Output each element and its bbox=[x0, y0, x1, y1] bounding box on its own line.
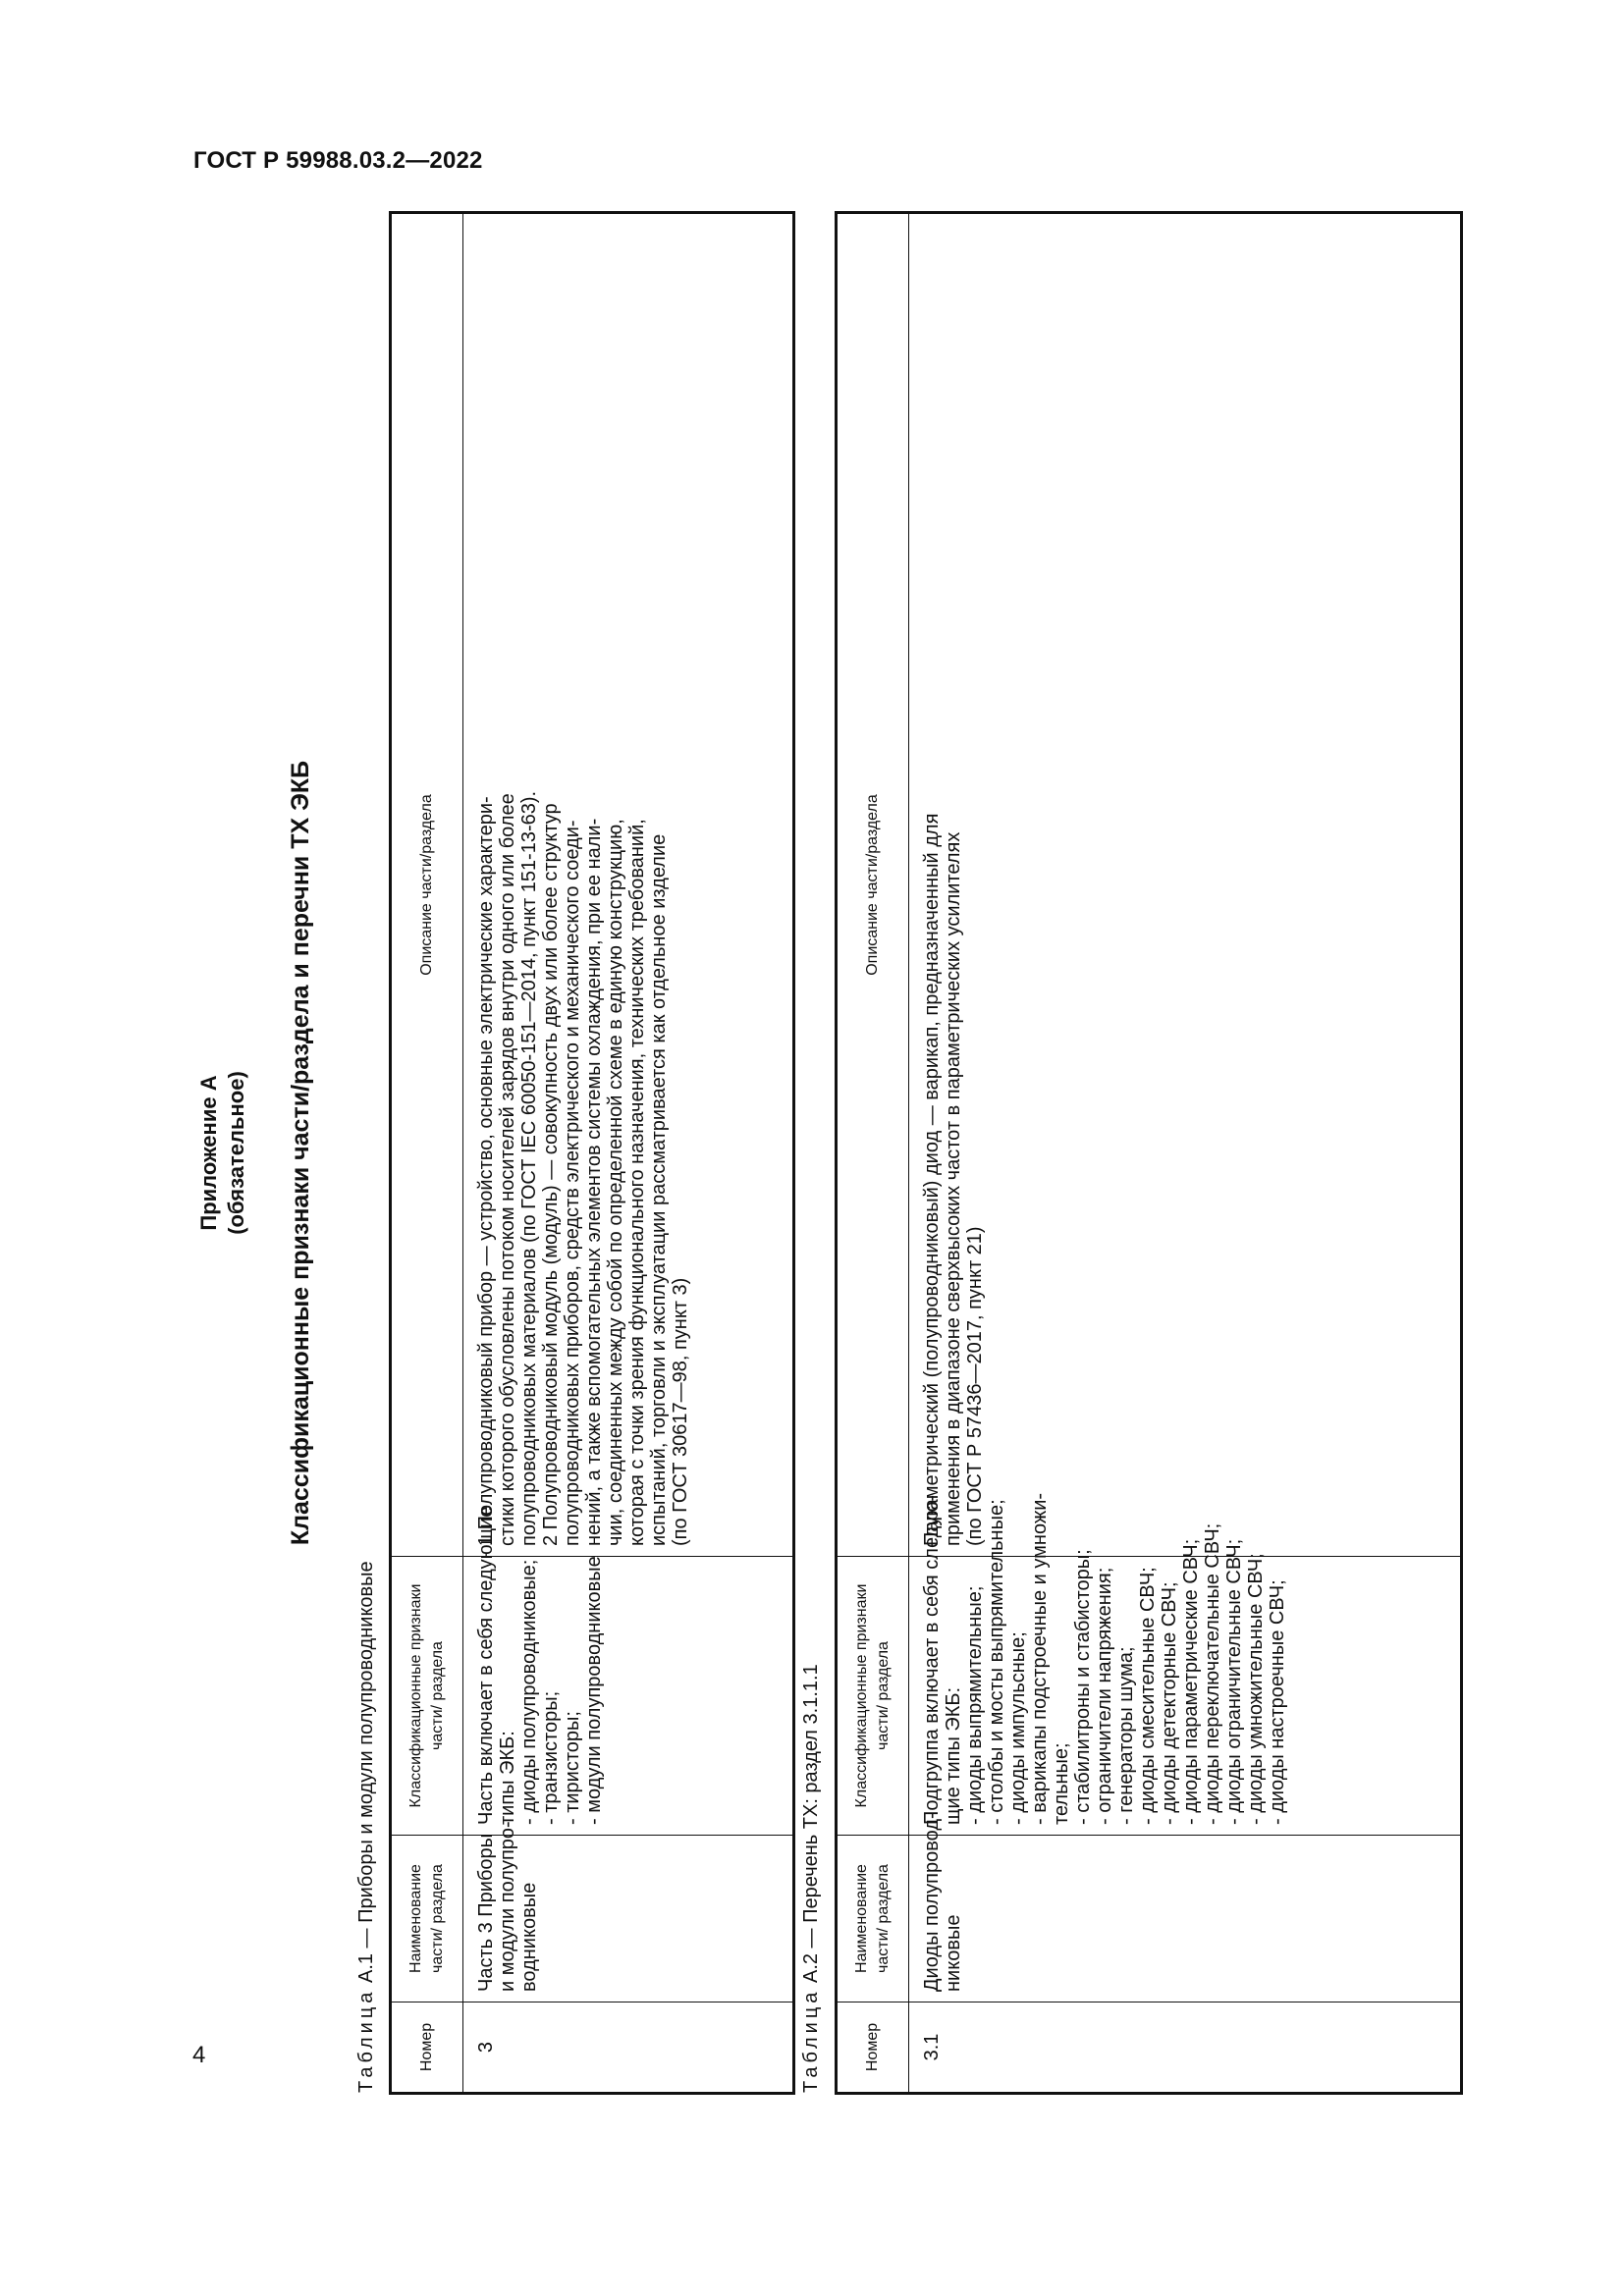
table1-header-name: Наименование части/ раздела bbox=[391, 1836, 463, 2002]
text-line: применения в диапазоне сверхвысоких частот в параметрических усилителях bbox=[943, 831, 964, 1546]
table1-caption bbox=[355, 1561, 378, 2093]
text-line: Параметрический (полупроводниковый) диод — варикап, предназначенный для bbox=[921, 813, 943, 1546]
document-id: ГОСТ Р 59988.03.2—2022 bbox=[193, 147, 483, 174]
text-line: - столбы и мосты выпрямительные; bbox=[986, 1499, 1007, 1825]
text-line: полупроводниковых материалов (по ГОСТ IEC 60050-151—2014, пункт 151-13-63). bbox=[518, 790, 540, 1546]
table2-header-number: Номер bbox=[837, 2002, 909, 2094]
text-line: - ограничители напряжения; bbox=[1094, 1567, 1115, 1825]
text-line: - генераторы шума; bbox=[1115, 1646, 1137, 1825]
text-line: - варикапы подстроечные и умножи- bbox=[1029, 1492, 1051, 1825]
table1-header-number: Номер bbox=[391, 2002, 463, 2094]
text-line: тельные; bbox=[1051, 1742, 1072, 1825]
page-number: 4 bbox=[192, 2042, 206, 2068]
text-line: щие типы ЭКБ: bbox=[943, 1686, 964, 1825]
table2-cell-description bbox=[909, 213, 1462, 1557]
text-line: водниковые bbox=[518, 1882, 540, 1992]
text-line: - диоды настроечные СВЧ; bbox=[1267, 1579, 1288, 1825]
text-line: никовые bbox=[943, 1914, 964, 1992]
text-line: Часть включает в себя следующие bbox=[475, 1506, 497, 1825]
text-line: Подгруппа включает в себя следую- bbox=[921, 1495, 943, 1825]
text-line: (по ГОСТ Р 57436—2017, пункт 21) bbox=[964, 1226, 986, 1546]
table1-header-description: Описание части/раздела bbox=[391, 213, 463, 1557]
table2-header-features: Классификационные признаки части/ раздела bbox=[837, 1557, 909, 1836]
table1-cell-name bbox=[463, 1821, 794, 2002]
landscape-content bbox=[187, 211, 1463, 2095]
table2-caption-word: Таблица bbox=[800, 1988, 822, 2093]
text-line: - диоды параметрические СВЧ; bbox=[1180, 1538, 1202, 1825]
table1-caption-text: А.1 — Приборы и модули полупроводниковые bbox=[355, 1561, 377, 1984]
appendix-title: Классификационные признаки части/раздела и перечни ТХ ЭКБ bbox=[287, 760, 314, 1546]
table1-cell-description bbox=[463, 213, 794, 1557]
table2-cell-features bbox=[909, 1492, 1462, 1836]
text-line: - диоды детекторные СВЧ; bbox=[1159, 1581, 1180, 1825]
text-line: полупроводниковых приборов, средств электрического и механического соеди- bbox=[562, 820, 583, 1546]
text-line: - стабилитроны и стабисторы; bbox=[1072, 1549, 1094, 1825]
table2-caption-text: А.2 — Перечень ТХ: раздел 3.1.1.1 bbox=[800, 1664, 822, 1984]
table2-header-name: Наименование части/ раздела bbox=[837, 1836, 909, 2002]
text-line: - транзисторы; bbox=[540, 1690, 562, 1825]
text-line: - диоды смесительные СВЧ; bbox=[1137, 1567, 1159, 1825]
table2-caption bbox=[800, 1664, 823, 2093]
text-line: - тиристоры; bbox=[562, 1711, 583, 1825]
text-line: - диоды ограничительные СВЧ; bbox=[1223, 1538, 1245, 1825]
table1-row bbox=[463, 213, 794, 2094]
table1 bbox=[389, 211, 795, 2095]
text-line: 1 Полупроводниковый прибор — устройство, основные электрические характери- bbox=[475, 796, 497, 1546]
text-line: - диоды полупроводниковые; bbox=[518, 1559, 540, 1825]
table1-header-features: Классификационные признаки части/ раздела bbox=[391, 1557, 463, 1836]
table1-caption-word: Таблица bbox=[355, 1988, 377, 2093]
table2-cell-name bbox=[909, 1812, 1462, 2002]
text-line: которая с точки зрения функционального назначения, технических требований, bbox=[626, 819, 648, 1546]
table2-row bbox=[909, 213, 1462, 2094]
text-line: - диоды переключательные СВЧ; bbox=[1202, 1522, 1223, 1825]
text-line: (по ГОСТ 30617—98, пункт 3) bbox=[670, 1277, 691, 1546]
text-line: Диоды полупровод- bbox=[921, 1812, 943, 1992]
text-line: - диоды умножительные СВЧ; bbox=[1245, 1553, 1267, 1825]
text-line: Часть 3 Приборы bbox=[475, 1833, 497, 1992]
table2-header-row bbox=[837, 213, 909, 2094]
text-line: и модули полупро- bbox=[497, 1821, 518, 1992]
text-line: нений, а также вспомогательных элементов системы охлаждения, при ее нали- bbox=[583, 818, 605, 1546]
text-line: стики которого обусловлены потоком носителей зарядов внутри одного или более bbox=[497, 793, 518, 1546]
text-line: 2 Полупроводниковый модуль (модуль) — совокупность двух или более структур bbox=[540, 803, 562, 1546]
table2-header-description: Описание части/раздела bbox=[837, 213, 909, 1557]
text-line: - модули полупроводниковые bbox=[583, 1556, 605, 1825]
table2 bbox=[835, 211, 1463, 2095]
text-line: - диоды импульсные; bbox=[1007, 1631, 1029, 1825]
text-line: типы ЭКБ: bbox=[497, 1731, 518, 1825]
table1-header-row bbox=[391, 213, 463, 2094]
table2-cell-number: 3.1 bbox=[909, 2002, 1462, 2094]
table1-cell-features bbox=[463, 1506, 794, 1836]
text-line: чии, соединенных между собой по определенной схеме в единую конструкцию, bbox=[605, 819, 626, 1546]
appendix-status: (обязательное) bbox=[224, 1071, 248, 1235]
appendix-label: Приложение А bbox=[196, 1075, 221, 1231]
text-line: - диоды выпрямительные; bbox=[964, 1585, 986, 1825]
table1-cell-number: 3 bbox=[463, 2002, 794, 2094]
text-line: испытаний, торговли и эксплуатации рассматривается как отдельное изделие bbox=[648, 833, 670, 1546]
